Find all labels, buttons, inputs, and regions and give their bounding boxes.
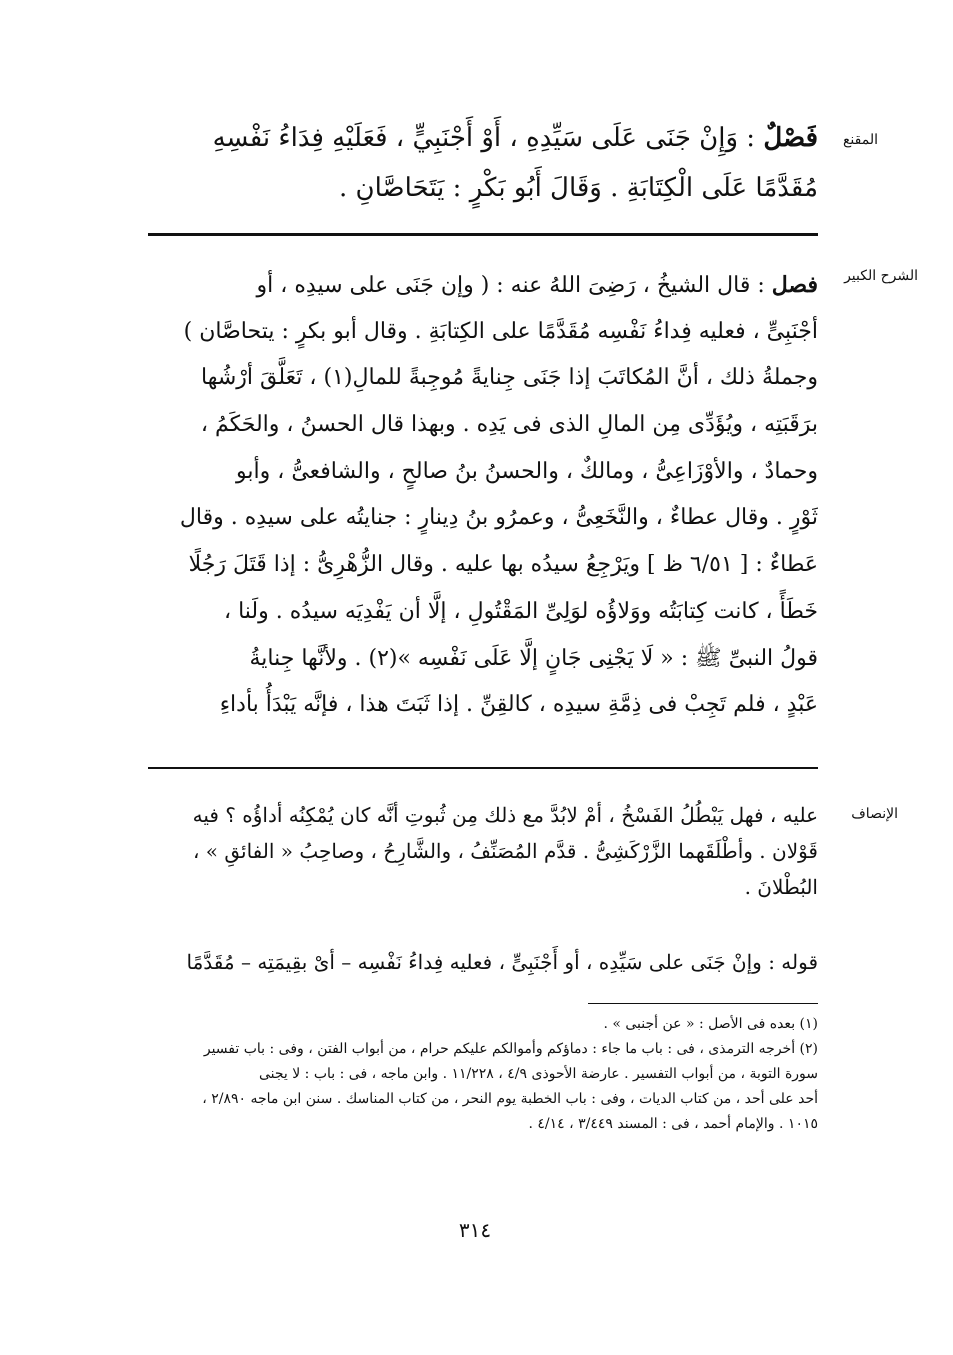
- sharh-line-10: عَبْدٍ ، فلم تَجِبْ فى ذِمَّةِ سيدِه ، كالقِنِّ . إذا ثَبَتَ هذا ، فإنَّه يَبْدَأُ بأداءِ: [219, 692, 818, 718]
- footnote-1: (١) بعده فى الأصل : « عن أجنبى » .: [603, 1016, 818, 1032]
- footnote-2-line-4: ١٠١٥ . والإمام أحمد ، فى : المسند ٣/٤٤٩ ، ٤/١٤ .: [528, 1116, 818, 1132]
- footnote-2-line-1: (٢) أخرجه الترمذى ، فى : باب ما جاء : دماؤكم وأموالكم عليكم حرام ، من أبواب الفتن ، وفى : باب تفسير: [203, 1041, 818, 1057]
- page-number: ٣١٤: [458, 1218, 492, 1242]
- muqni-text: [150, 113, 818, 213]
- sharh-line-6: ثَوْرٍ . وقال عطاءٌ ، والنَّخَعِىُّ ، وعمرُو بنُ دِينارٍ : جنايتُه على سيدِه . وقال: [179, 505, 818, 531]
- label-muqni: المقنع: [842, 132, 878, 148]
- label-insaf: الإنصاف: [851, 806, 898, 822]
- sharh-line-1: [150, 262, 818, 309]
- label-sharh: الشرح الكبير: [844, 268, 918, 284]
- sharh-line-2: أجْنَبِىٍّ ، فعليه فِداءُ نَفْسِه مُقَدَّمًا على الكِتابَةِ . وقال أبو بكرٍ : يتحاصَّان ): [183, 318, 818, 344]
- muqni-heading: فَصْلٌ: [763, 123, 818, 153]
- muqni-line-1-text: : وَإِنْ جَنَى عَلَى سَيِّدِهِ ، أَوْ أَجْنَبِيٍّ ، فَعَلَيْهِ فِدَاءُ نَفْسِهِ: [212, 123, 764, 153]
- sharh-line-5: وحمادٌ ، والأوْزَاعِىُّ ، ومالكٌ ، والحسنُ بنُ صالحٍ ، والشافعىُّ ، وأبو: [236, 458, 818, 484]
- sharh-line-4: برَقَبَتِه ، ويُؤَدِّى مِن المالِ الذى فى يَدِه . وبهذا قال الحسنُ ، والحَكَمُ ،: [200, 412, 818, 438]
- footnotes: [150, 1012, 818, 1137]
- sharh-line-8: خَطَأً ، كانت كِتابَتُه ووَلاؤُه لوَلِىِّ المَقْتُولِ ، إلَّا أن يَفْدِيَه سيدُه . ولَنا ،: [224, 598, 818, 624]
- insaf-text: [150, 797, 818, 905]
- sharh-heading: فصل: [771, 272, 818, 298]
- sharh-line-9: قولُ النبىِّ ﷺ : « لَا يَجْنِى جَانٍ إلَّا عَلَى نَفْسِه »(٢) . ولأنَّها جِنايةُ: [249, 645, 818, 671]
- muqni-line-2: مُقَدَّمًا عَلَى الْكِتَابَةِ . وَقَالَ أَبُو بَكْرٍ : يَتَحَاصَّانِ .: [339, 173, 818, 203]
- sharh-text: [150, 262, 818, 729]
- insaf-line-1: عليه ، فهل يَبْطُلُ الفَسْخُ ، أمْ لابُدَّ مع ذلك مِن ثُبوتِ أنَّه كان يُمْكِنُه أداؤُه ؟ فيه: [192, 803, 818, 827]
- footnote-2-line-2: سورة التوبة ، من أبواب التفسير . عارضة الأحوذى ٤/٩ ، ١١/٢٢٨ . وابن ماجه ، فى : باب : لا يجنى: [258, 1066, 818, 1082]
- footnote-2-line-3: أحد على أحد ، من كتاب الديات ، وفى : باب الخطبة يوم النحر ، من كتاب المناسك . سنن ابن ماجه ٢/٨٩٠ ،: [202, 1091, 818, 1107]
- sharh-line-7: عَطاءٌ : [ ٦/٥١ ظ ] ويَرْجِعُ سيدُه بها عليه . وقال الزُّهْرِىُّ : إذا قَتَلَ رَجُلًا: [188, 552, 818, 578]
- insaf-line-2: قَوْلان . وأطْلَقَهما الزَّرْكَشِىُّ . قدَّم المُصَنِّفُ ، والشَّارِحُ ، وصاحِبُ « الفائقِ » ،: [192, 839, 818, 863]
- section-divider-middle: [148, 767, 818, 769]
- section-divider-top: [148, 233, 818, 236]
- insaf-line-4: قوله : وإنْ جَنَى على سَيِّدِه ، أو أَجْنَبِىٍّ ، فعليه فِداءُ نَفْسِه – أىْ بقِيمَتِه – مُقَدَّمًا: [186, 950, 818, 974]
- sharh-line-3: وجملةُ ذلك ، أنَّ المُكاتَبَ إذا جَنَى جِنايةً مُوجِبةً للمالِ(١) ، تَعَلَّقَ أرْشُها: [201, 365, 818, 391]
- muqni-line-1: [150, 113, 818, 163]
- insaf-line-3: البُطْلانَ .: [744, 875, 818, 899]
- insaf-quote: [150, 944, 818, 980]
- sharh-line-1-text: : قال الشيخُ ، رَضِىَ اللهُ عنه : ( وإن جَنَى على سيدِه ، أو: [256, 273, 772, 298]
- footnote-divider: [588, 1003, 818, 1004]
